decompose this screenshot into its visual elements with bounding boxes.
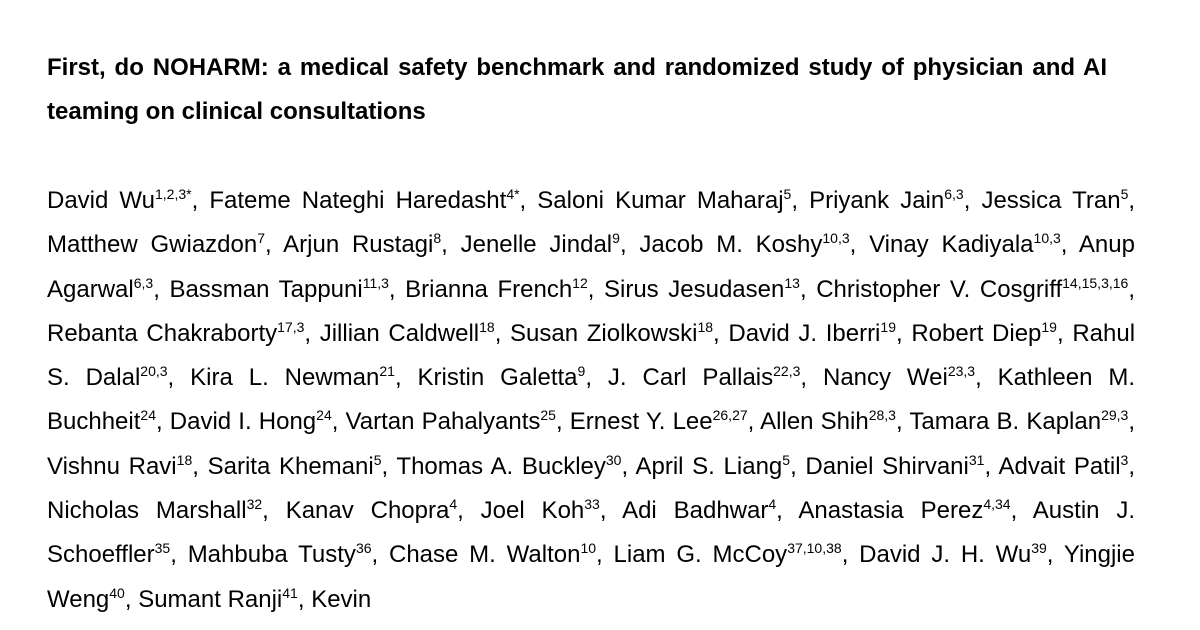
author-name: Matthew Gwiazdon bbox=[47, 231, 258, 259]
author-name: Vinay Kadiyala bbox=[869, 231, 1034, 259]
author-entry bbox=[537, 187, 791, 214]
author-affiliation: 12 bbox=[572, 274, 588, 291]
author-name: Ernest Y. Lee bbox=[569, 408, 713, 436]
author-affiliation: 28,3 bbox=[868, 407, 896, 424]
author-affiliation: 41 bbox=[282, 584, 298, 601]
author-entry bbox=[728, 320, 896, 347]
author-affiliation: 33 bbox=[584, 496, 600, 513]
author-entry bbox=[859, 541, 1047, 568]
author-name: Jacob M. Koshy bbox=[639, 231, 823, 259]
author-name: Yingjie Weng bbox=[47, 541, 1135, 613]
author-affiliation: 18 bbox=[479, 318, 495, 335]
author-entry bbox=[639, 231, 849, 258]
author-affiliation: 3 bbox=[1120, 451, 1129, 468]
paper-title: First, do NOHARM: a medical safety benchmark and randomized study of physician and AI teaming on clinical consultations bbox=[47, 54, 1107, 125]
author-affiliation: 5 bbox=[1120, 186, 1129, 202]
author-affiliation: 19 bbox=[1041, 318, 1057, 335]
author-affiliation: 32 bbox=[246, 496, 263, 513]
author-entry bbox=[798, 497, 1010, 524]
author-name: Anup Agarwal bbox=[47, 231, 1135, 303]
author-affiliation: 40 bbox=[109, 584, 125, 601]
author-list: David $Wu^{1,2,3*}$, Fateme Nateghi Haredasht$^{4*}$, Saloni Kumar Maharaj$^5$, Priyank Jain$^{6,3}$, Jessica Tran$^5$, Matthew Gwiazdon$^7$, Arjun Rustagi$^8$, Jenelle Jindal$^9$, Jacob M. Koshy$^{10,3}$, Vinay Kadiyala$^{10,3}$, Anup Agarwal$^{6,3}$, Bassman Tappuni$^{11,3}$, Brianna French$^{12}$, Sirus Jesudasen$^{13}$, Christopher V. Cosgriff$^{14,15,3,16}$, Rebanta Chakraborty$^{17,3}$, Jillian Caldwell$^{18}$, Susan Ziolkowski$^{18}$, David J. Iberri$^{19}$, Robert Diep$^{19}$, Rahul S. Dalal$^{20,3}$, Kira L. Newman$^{21}$, Kristin Galetta$^9$, J. Carl Pallais$^{22,3}$, Nancy Wei$^{23,3}$, Kathleen M. Buchheit$^{24}$, David I. Hong$^{24}$, Vartan Pahalyants$^{25}$, Ernest Y. Lee$^{26,27}$, Allen Shih$^{28,3}$, Tamara B. Kaplan$^{29,3}$, Vishnu Ravi$^{18}$, Sarita Khemani$^5$, Thomas A. Buckley$^{30}$, April S. Liang$^5$, Daniel Shirvani$^{31}$, Advait Patil$^3$, Nicholas Marshall$^{32}$, Kanav Chopra$^4$, Joel Koh$^{33}$, Adi Badhwar$^4$, Anastasia Perez$^{4,34}$, Austin J. Schoeffler$^{35}$, Mahbuba Tusty$^{36}$, Chase M. Walton$^{10}$, Liam G. McCoy$^{37,10,38}$, David J. H. Wu$^{39}$, Yingjie Weng$^{40}$, Sumant Ranji$^{41}$, Kevin bbox=[47, 186, 1136, 613]
author-name: Brianna French bbox=[405, 275, 573, 303]
author-entry bbox=[635, 453, 790, 480]
author-affiliation: 37,10,38 bbox=[787, 540, 842, 557]
author-name: Kanav Chopra bbox=[285, 497, 450, 525]
author-entry bbox=[320, 320, 495, 347]
author-name: Jillian Caldwell bbox=[319, 319, 480, 347]
author-name: Jessica Tran bbox=[981, 187, 1121, 214]
author-entry bbox=[604, 276, 800, 303]
author-name: Kristin Galetta bbox=[417, 364, 578, 392]
author-name: Nancy Wei bbox=[822, 364, 948, 392]
author-entry bbox=[389, 541, 596, 568]
author-entry bbox=[570, 408, 748, 435]
author-name: Daniel Shirvani bbox=[805, 452, 969, 480]
author-affiliation: 5 bbox=[373, 451, 382, 468]
author-entry bbox=[816, 276, 1128, 303]
author-entry bbox=[622, 497, 776, 524]
author-name: Sarita Khemani bbox=[207, 452, 374, 480]
author-name: Advait Patil bbox=[998, 452, 1121, 480]
author-name: Rahul S. Dalal bbox=[47, 319, 1136, 392]
author-entry bbox=[47, 497, 262, 524]
author-affiliation: 30 bbox=[605, 451, 622, 468]
author-name: Bassman Tappuni bbox=[169, 275, 363, 303]
author-affiliation: 21 bbox=[379, 363, 395, 380]
author-name: Robert Diep bbox=[911, 319, 1042, 347]
author-affiliation: 9 bbox=[612, 230, 620, 247]
author-affiliation: 23,3 bbox=[947, 363, 976, 380]
author-affiliation: 18 bbox=[176, 451, 193, 468]
author-entry bbox=[188, 541, 372, 568]
author-entry bbox=[396, 453, 621, 480]
author-affiliation: 13 bbox=[784, 274, 800, 291]
author-name: Tamara B. Kaplan bbox=[909, 408, 1102, 436]
author-affiliation: 18 bbox=[697, 318, 714, 335]
author-affiliation: 22,3 bbox=[773, 363, 801, 380]
author-affiliation: 19 bbox=[880, 318, 896, 335]
author-entry bbox=[461, 231, 620, 258]
author-entry bbox=[47, 453, 192, 480]
author-affiliation: 39 bbox=[1031, 540, 1047, 557]
author-entry bbox=[209, 187, 519, 214]
author-entry bbox=[311, 586, 371, 613]
author-name: Saloni Kumar Maharaj bbox=[537, 187, 784, 214]
author-entry bbox=[170, 408, 332, 435]
author-affiliation: 36 bbox=[355, 540, 372, 557]
author-affiliation: 24 bbox=[140, 407, 156, 424]
author-affiliation: 4 bbox=[768, 496, 777, 513]
author-entry bbox=[346, 408, 556, 435]
author-entry bbox=[138, 586, 298, 613]
author-affiliation: 5 bbox=[782, 451, 791, 468]
author-name: Adi Badhwar bbox=[622, 497, 769, 525]
author-affiliation: 24 bbox=[316, 407, 332, 424]
author-affiliation: 31 bbox=[968, 451, 985, 468]
author-entry bbox=[286, 497, 457, 524]
author-name: Priyank Jain bbox=[809, 187, 945, 214]
author-name: Nicholas Marshall bbox=[47, 497, 247, 525]
author-name: Vishnu Ravi bbox=[47, 452, 177, 480]
author-entry bbox=[608, 364, 800, 391]
author-name: Rebanta Chakraborty bbox=[47, 319, 278, 347]
author-affiliation: 10 bbox=[580, 540, 597, 557]
author-entry bbox=[510, 320, 713, 347]
author-name: David J. H. Wu bbox=[859, 541, 1032, 569]
author-name: David Wu bbox=[47, 187, 155, 214]
author-entry bbox=[911, 320, 1057, 347]
author-entry bbox=[47, 187, 192, 214]
author-name: Joel Koh bbox=[480, 497, 585, 525]
author-entry bbox=[47, 320, 304, 347]
author-affiliation: 10,3 bbox=[822, 230, 850, 247]
author-name: Thomas A. Buckley bbox=[396, 452, 606, 480]
author-entry bbox=[998, 453, 1128, 480]
author-entry bbox=[405, 276, 588, 303]
author-name: Susan Ziolkowski bbox=[510, 319, 698, 347]
author-affiliation: 11,3 bbox=[362, 274, 389, 291]
author-name: Chase M. Walton bbox=[389, 541, 581, 569]
author-affiliation: 4* bbox=[506, 186, 520, 202]
author-affiliation: 1,2,3* bbox=[155, 186, 192, 202]
author-affiliation: 8 bbox=[433, 230, 442, 247]
author-name: Kathleen M. Buchheit bbox=[47, 364, 1135, 436]
author-entry bbox=[481, 497, 600, 524]
author-name: David I. Hong bbox=[169, 408, 317, 436]
author-name: Austin J. Schoeffler bbox=[47, 497, 1136, 569]
author-affiliation: 7 bbox=[257, 230, 266, 247]
author-affiliation: 6,3 bbox=[944, 186, 964, 202]
author-entry bbox=[823, 364, 975, 391]
author-affiliation: 4,34 bbox=[983, 496, 1011, 513]
author-entry bbox=[909, 408, 1128, 435]
author-name: Allen Shih bbox=[760, 408, 869, 436]
author-entry bbox=[208, 453, 382, 480]
author-affiliation: 4 bbox=[449, 496, 458, 513]
author-entry bbox=[190, 364, 395, 391]
author-entry bbox=[805, 453, 984, 480]
author-name: Liam G. McCoy bbox=[613, 541, 788, 569]
author-name: Mahbuba Tusty bbox=[187, 541, 356, 569]
author-entry bbox=[418, 364, 586, 391]
author-affiliation: 29,3 bbox=[1101, 407, 1129, 424]
author-affiliation: 9 bbox=[577, 363, 586, 380]
author-name: J. Carl Pallais bbox=[607, 364, 774, 392]
author-entry bbox=[981, 187, 1128, 214]
author-name: Jenelle Jindal bbox=[460, 231, 613, 259]
author-affiliation: 10,3 bbox=[1033, 230, 1061, 247]
author-affiliation: 26,27 bbox=[712, 407, 748, 424]
author-entry bbox=[869, 231, 1061, 258]
author-affiliation: 25 bbox=[540, 407, 556, 424]
author-affiliation: 17,3 bbox=[277, 318, 305, 335]
author-affiliation: 35 bbox=[154, 540, 171, 557]
author-name: Anastasia Perez bbox=[798, 497, 984, 525]
author-entry bbox=[47, 231, 265, 258]
author-name: Kevin bbox=[311, 585, 372, 613]
author-name: Arjun Rustagi bbox=[283, 231, 434, 259]
author-affiliation: 5 bbox=[783, 186, 792, 202]
author-affiliation: 6,3 bbox=[133, 274, 154, 291]
author-name: Kira L. Newman bbox=[190, 364, 380, 392]
author-affiliation: 14,15,3,16 bbox=[1062, 274, 1129, 291]
author-entry bbox=[614, 541, 842, 568]
author-name: April S. Liang bbox=[635, 452, 783, 480]
author-name: Fateme Nateghi Haredasht bbox=[209, 187, 507, 214]
author-name: Sumant Ranji bbox=[138, 585, 283, 613]
author-name: Vartan Pahalyants bbox=[345, 408, 541, 436]
author-entry bbox=[809, 187, 964, 214]
author-affiliation: 20,3 bbox=[140, 363, 168, 380]
author-name: Sirus Jesudasen bbox=[604, 275, 785, 303]
author-name: Christopher V. Cosgriff bbox=[816, 275, 1063, 303]
author-entry bbox=[760, 408, 896, 435]
author-entry bbox=[283, 231, 441, 258]
author-name: David J. Iberri bbox=[728, 319, 881, 347]
author-entry bbox=[169, 276, 388, 303]
